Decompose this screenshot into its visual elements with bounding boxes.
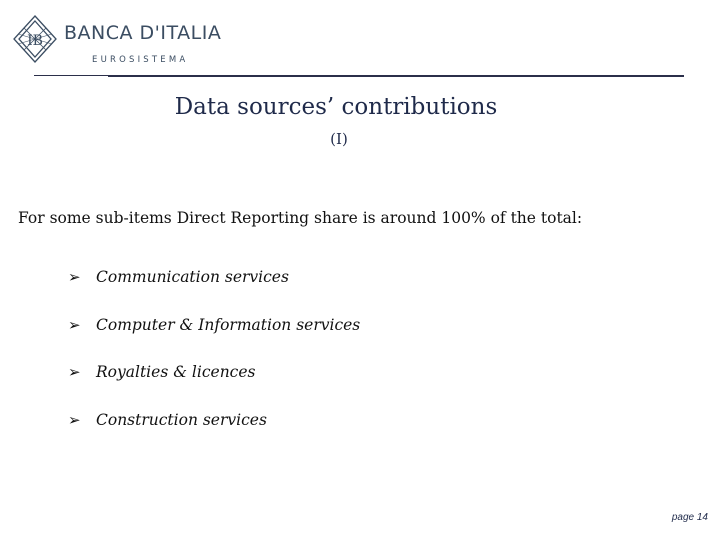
header-rule [108,75,684,77]
list-item-text: Royalties & licences [96,363,256,381]
slide-title: Data sources’ contributions [174,94,498,120]
arrow-bullet-icon: ➢ [68,363,81,381]
lead-sentence: For some sub-items Direct Reporting share is around 100% of the total: [18,209,583,227]
bullet-list [68,266,360,456]
list-item [68,361,360,409]
slide-subtitle: (I) [330,130,348,148]
list-item-text: Communication services [96,268,289,286]
header-rule-thin [34,75,108,76]
arrow-bullet-icon: ➢ [68,315,81,334]
banca-ditalia-emblem-icon [12,14,58,64]
banca-ditalia-logo [12,14,222,68]
svg-text:IB: IB [27,33,43,49]
arrow-bullet-icon: ➢ [68,268,81,286]
page-number: page 14 [671,512,708,523]
list-item-text: Computer & Information services [96,315,361,334]
list-item-text: Construction services [96,410,267,429]
logo-subtitle: EUROSISTEMA [92,55,189,65]
list-item [68,409,360,457]
logo-name: BANCA D'ITALIA [64,22,222,44]
list-item [68,314,360,362]
list-item [68,266,360,314]
arrow-bullet-icon: ➢ [68,410,81,429]
